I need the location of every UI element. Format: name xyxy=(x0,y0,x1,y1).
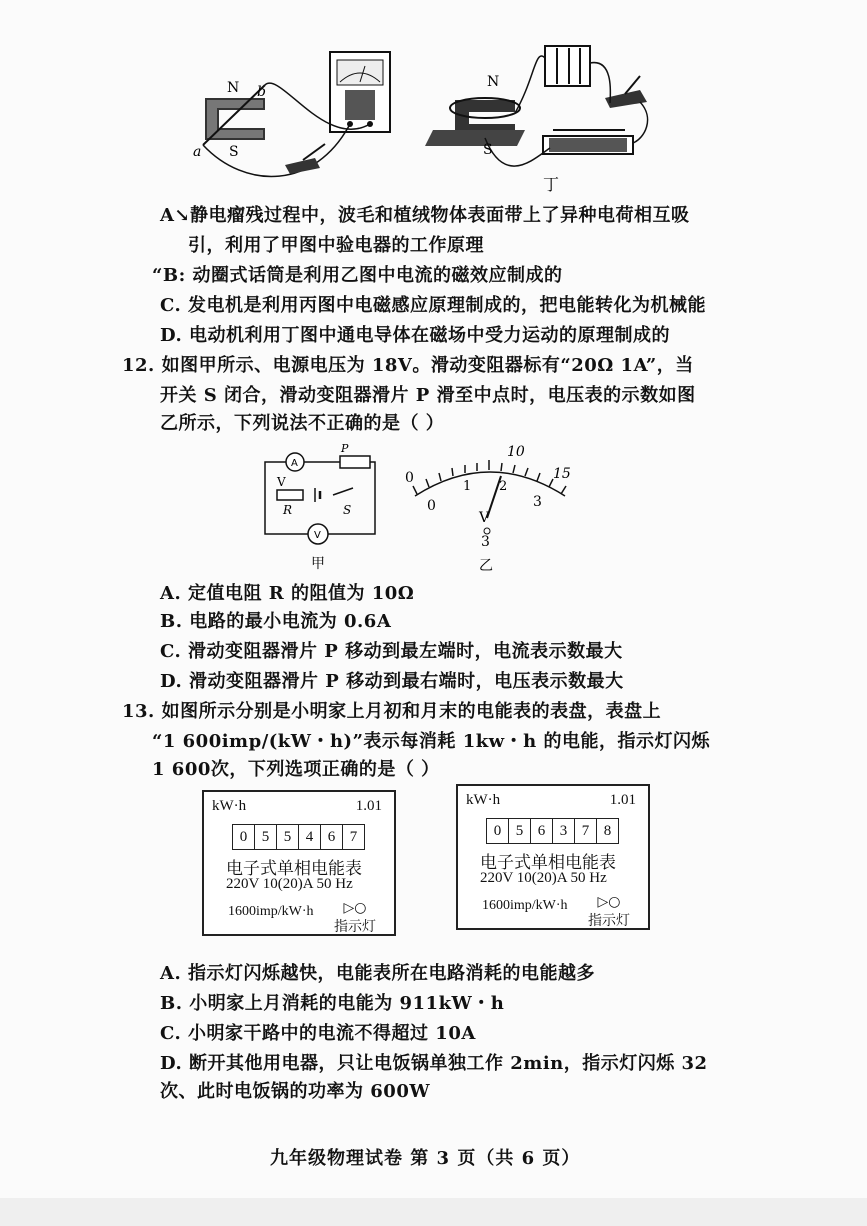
top-left-figure xyxy=(185,40,415,205)
q13-option-d-line1: D. 断开其他用电器，只让电饭锅单独工作 2min，指示灯闪烁 32 xyxy=(160,1053,708,1074)
energy-meter-start xyxy=(202,790,396,936)
lamp-symbol-icon: ▷○ xyxy=(597,894,621,910)
lamp-label: 指示灯 xyxy=(334,919,376,935)
q12-option-c: C. 滑动变阻器滑片 P 移动到最左端时，电流表示数最大 xyxy=(160,641,623,662)
svg-text:a: a xyxy=(193,144,202,160)
svg-text:丁: 丁 xyxy=(543,175,560,194)
meter-digit: 7 xyxy=(575,819,597,843)
meter-digits xyxy=(486,818,619,844)
svg-text:3: 3 xyxy=(481,534,490,550)
indicator-lamp xyxy=(588,894,630,930)
meter-name: 电子式单相电能表 xyxy=(226,859,362,879)
svg-text:N: N xyxy=(487,74,500,90)
meter-digit: 6 xyxy=(531,819,553,843)
meter-digit: 8 xyxy=(603,823,612,839)
q13-option-c: C. 小明家干路中的电流不得超过 10A xyxy=(160,1023,476,1044)
svg-text:b: b xyxy=(257,84,266,100)
q11-option-a-line1: A↘静电瘤残过程中，波毛和植绒物体表面带上了异种电荷相互吸 xyxy=(160,205,690,226)
svg-text:1: 1 xyxy=(463,479,472,494)
meter-digit: 7 xyxy=(349,829,358,845)
meter-rating: 220V 10(20)A 50 Hz xyxy=(480,870,607,886)
svg-text:3: 3 xyxy=(533,494,542,510)
q13-option-a: A. 指示灯闪烁越快，电能表所在电路消耗的电能越多 xyxy=(160,963,595,984)
svg-text:V: V xyxy=(314,530,321,541)
top-right-figure xyxy=(425,38,675,198)
svg-text:0: 0 xyxy=(427,498,436,514)
svg-text:V: V xyxy=(277,475,286,489)
meter-digit: 5 xyxy=(509,819,531,843)
meter-imp: 1600imp/kW·h xyxy=(482,898,568,913)
svg-text:S: S xyxy=(483,142,493,158)
svg-text:乙: 乙 xyxy=(479,558,493,574)
scan-bottom-edge xyxy=(0,1198,867,1226)
indicator-lamp xyxy=(334,900,376,936)
q13-stem-line1: 13. 如图所示分别是小明家上月初和月末的电能表的表盘，表盘上 xyxy=(122,701,662,722)
q11-option-c: C. 发电机是利用丙图中电磁感应原理制成的，把电能转化为机械能 xyxy=(160,295,707,316)
svg-text:10: 10 xyxy=(507,444,525,460)
svg-text:N: N xyxy=(227,80,240,96)
svg-text:甲: 甲 xyxy=(311,556,325,572)
svg-text:2: 2 xyxy=(499,479,508,494)
svg-text:15: 15 xyxy=(553,466,571,482)
meter-digit: 0 xyxy=(487,819,509,843)
meter-name: 电子式单相电能表 xyxy=(480,853,616,873)
svg-text:V: V xyxy=(479,510,490,526)
voltmeter-dial-yi xyxy=(395,438,585,578)
svg-text:0: 0 xyxy=(405,470,414,486)
meter-digit: 3 xyxy=(553,819,575,843)
q13-option-d-line2: 次、此时电饭锅的功率为 600W xyxy=(160,1081,431,1102)
q11-option-a-line2: 引，利用了甲图中验电器的工作原理 xyxy=(188,235,484,256)
meter-digit: 5 xyxy=(255,825,277,849)
meter-version: 1.01 xyxy=(609,792,636,808)
meter-unit: kW·h xyxy=(466,792,501,808)
meter-version: 1.01 xyxy=(355,798,382,814)
q12-stem-line1: 12. 如图甲所示、电源电压为 18V。滑动变阻器标有“20Ω 1A”，当 xyxy=(122,355,694,376)
meter-rating: 220V 10(20)A 50 Hz xyxy=(226,876,353,892)
meter-digit: 5 xyxy=(277,825,299,849)
q11-option-b: “B: 动圈式话筒是利用乙图中电流的磁效应制成的 xyxy=(152,265,563,286)
q12-stem-line2: 开关 S 闭合，滑动变阻器滑片 P 滑至中点时，电压表的示数如图 xyxy=(160,385,696,406)
q12-option-d: D. 滑动变阻器滑片 P 移动到最右端时，电压表示数最大 xyxy=(160,671,624,692)
meter-imp: 1600imp/kW·h xyxy=(228,904,314,919)
lamp-symbol-icon: ▷○ xyxy=(343,900,367,916)
meter-digit: 0 xyxy=(233,825,255,849)
q12-option-a: A. 定值电阻 R 的阻值为 10Ω xyxy=(160,583,415,604)
meter-digit: 6 xyxy=(321,825,343,849)
circuit-diagram-jia xyxy=(255,440,385,575)
page-footer: 九年级物理试卷 第 3 页（共 6 页） xyxy=(270,1148,581,1169)
meter-digits xyxy=(232,824,365,850)
lamp-label: 指示灯 xyxy=(588,913,630,929)
svg-text:P: P xyxy=(341,442,349,455)
q13-option-b: B. 小明家上月消耗的电能为 911kW・h xyxy=(160,993,505,1014)
svg-text:A: A xyxy=(291,458,298,469)
energy-meter-end xyxy=(456,784,650,930)
q12-stem-line3: 乙所示，下列说法不正确的是（ ） xyxy=(160,413,445,434)
svg-text:S: S xyxy=(229,144,239,160)
svg-text:S: S xyxy=(343,503,352,517)
svg-text:R: R xyxy=(283,503,293,517)
meter-unit: kW·h xyxy=(212,798,247,814)
meter-digit: 4 xyxy=(299,825,321,849)
q11-option-d: D. 电动机利用丁图中通电导体在磁场中受力运动的原理制成的 xyxy=(160,325,670,346)
q13-stem-line3: 1 600次，下列选项正确的是（ ） xyxy=(152,759,440,780)
q13-stem-line2: “1 600imp/(kW・h)”表示每消耗 1kw・h 的电能，指示灯闪烁 xyxy=(152,731,711,752)
q12-option-b: B. 电路的最小电流为 0.6A xyxy=(160,611,392,632)
